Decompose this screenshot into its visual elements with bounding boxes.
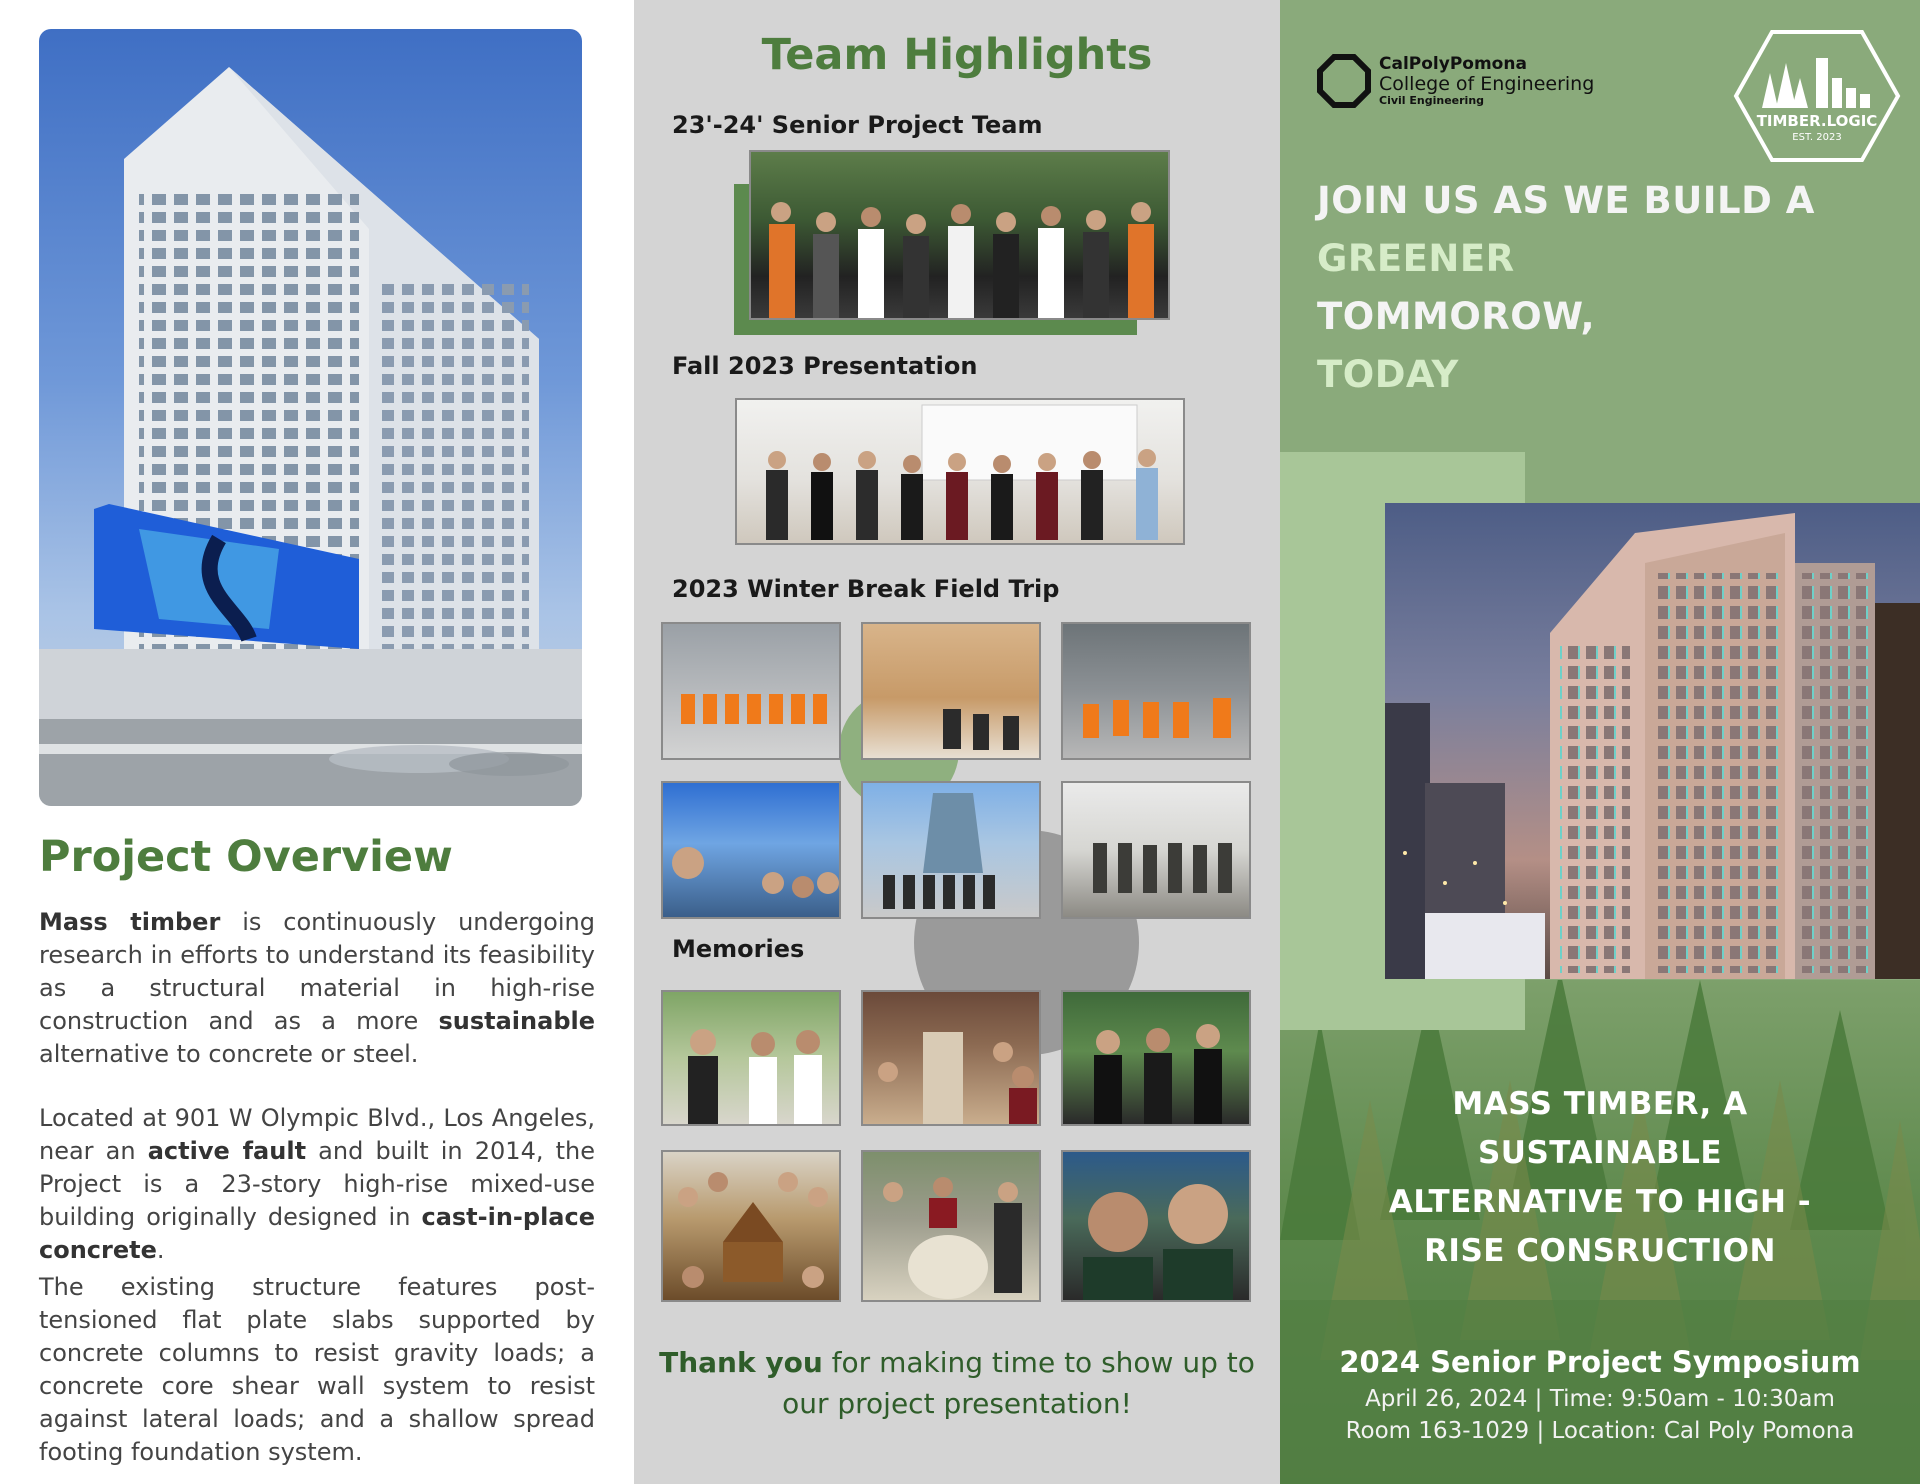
team-photo-people (751, 152, 1170, 320)
mt-line-3: ALTERNATIVE TO HIGH - (1388, 1184, 1812, 1220)
p2-text-2: and built in 2014, the Project is a 23-story high-rise mixed-use building originally designed in (39, 1137, 595, 1231)
thank-you-bold: Thank you (659, 1346, 823, 1379)
thank-you-message (634, 1342, 1280, 1424)
timber-logic-name: TIMBER.LOGIC (1756, 112, 1878, 130)
memory-photo-3-people (1063, 992, 1251, 1126)
memory-photo-4-people (663, 1152, 841, 1302)
mass-timber-headline (1280, 1080, 1920, 1276)
memory-photo-2 (861, 990, 1041, 1126)
memory-photo-6 (1061, 1150, 1251, 1302)
thank-you-rest: for making time to show up to (822, 1346, 1255, 1379)
building-illustration (39, 29, 582, 806)
trip-photo-6-people (1063, 783, 1251, 919)
p2-text-3: . (156, 1236, 165, 1264)
memory-photo-1-people (663, 992, 841, 1126)
mass-timber-bold: Mass timber (39, 908, 221, 936)
active-fault-bold: active fault (147, 1137, 307, 1165)
mt-line-4: RISE CONSRUCTION (1424, 1233, 1776, 1269)
cpp-octagon-icon (1317, 54, 1371, 108)
symposium-date-time: April 26, 2024 | Time: 9:50am - 10:30am (1365, 1386, 1835, 1412)
timber-logic-est: EST. 2023 (1792, 132, 1842, 143)
trip-photo-3 (1061, 622, 1251, 760)
cal-poly-logo (1317, 54, 1594, 108)
cpp-name: CalPolyPomona (1379, 54, 1527, 75)
thank-you-line-2: our project presentation! (782, 1387, 1132, 1420)
team-highlights-title: Team Highlights (761, 30, 1153, 80)
memory-photo-6-people (1063, 1152, 1251, 1302)
trip-photo-4 (661, 781, 841, 919)
timber-logic-hexagon-icon (1732, 28, 1902, 164)
memory-photo-1 (661, 990, 841, 1126)
trip-photo-1-people (663, 624, 841, 760)
overview-paragraph-1 (39, 906, 595, 1071)
overview-paragraph-2 (39, 1102, 595, 1267)
p1-text-2: alternative to concrete or steel. (39, 1040, 419, 1068)
hotel-building-photo (1385, 503, 1920, 979)
field-trip-section-label: 2023 Winter Break Field Trip (672, 575, 1060, 603)
team-photo (749, 150, 1170, 320)
p1-text-1: is continuously undergoing research in efforts to understand its feasibility as a structural material in high-rise construction and as a more (39, 908, 595, 1035)
trip-photo-1 (661, 622, 841, 760)
team-section-label: 23'-24' Senior Project Team (672, 111, 1043, 139)
trip-photo-5-people (863, 783, 1041, 919)
middle-panel (634, 0, 1280, 1484)
memory-photo-5 (861, 1150, 1041, 1302)
join-line-1: JOIN US AS WE BUILD A (1317, 179, 1815, 222)
symposium-location: Room 163-1029 | Location: Cal Poly Pomona (1345, 1418, 1855, 1444)
trip-photo-6 (1061, 781, 1251, 919)
join-line-3: TOMMOROW, (1317, 295, 1596, 338)
cpp-college: College of Engineering (1379, 72, 1595, 95)
join-line-2: GREENER (1317, 237, 1515, 280)
overview-paragraph-3: The existing structure features post-tensioned flat plate slabs supported by concrete columns to resist gravity loads; a concrete core shear wall system to resist against lateral loads; and a shallow spread footing foundation system. (39, 1273, 595, 1466)
right-panel (1280, 0, 1920, 1484)
building-photo (39, 29, 582, 806)
trip-photo-5 (861, 781, 1041, 919)
p2-text-1: Located at 901 W Olympic Blvd., Los Angeles, near an (39, 1104, 595, 1165)
trip-photo-2-people (863, 624, 1041, 760)
memory-photo-2-people (863, 992, 1041, 1126)
symposium-title: 2024 Senior Project Symposium (1339, 1345, 1861, 1379)
hotel-building-illustration (1385, 503, 1920, 979)
trip-photo-2 (861, 622, 1041, 760)
cpp-text (1379, 55, 1594, 107)
cast-in-place-bold: cast-in-place concrete (39, 1203, 595, 1264)
memory-photo-3 (1061, 990, 1251, 1126)
trip-photo-3-people (1063, 624, 1251, 760)
trip-photo-4-people (663, 783, 841, 919)
memory-photo-4 (661, 1150, 841, 1302)
fall-section-label: Fall 2023 Presentation (672, 352, 978, 380)
project-overview-title: Project Overview (39, 832, 453, 882)
sustainable-bold: sustainable (438, 1007, 595, 1035)
join-line-4: TODAY (1317, 353, 1459, 396)
join-us-headline (1317, 172, 1815, 404)
fall-presentation-photo (735, 398, 1185, 545)
memories-section-label: Memories (672, 935, 805, 963)
mt-line-2: SUSTAINABLE (1477, 1135, 1723, 1171)
timber-logic-logo (1732, 28, 1902, 164)
left-panel (0, 0, 634, 1484)
memory-photo-5-people (863, 1152, 1041, 1302)
mt-line-1: MASS TIMBER, A (1452, 1086, 1748, 1122)
fall-photo-people (737, 400, 1185, 545)
cpp-department: Civil Engineering (1379, 93, 1485, 107)
